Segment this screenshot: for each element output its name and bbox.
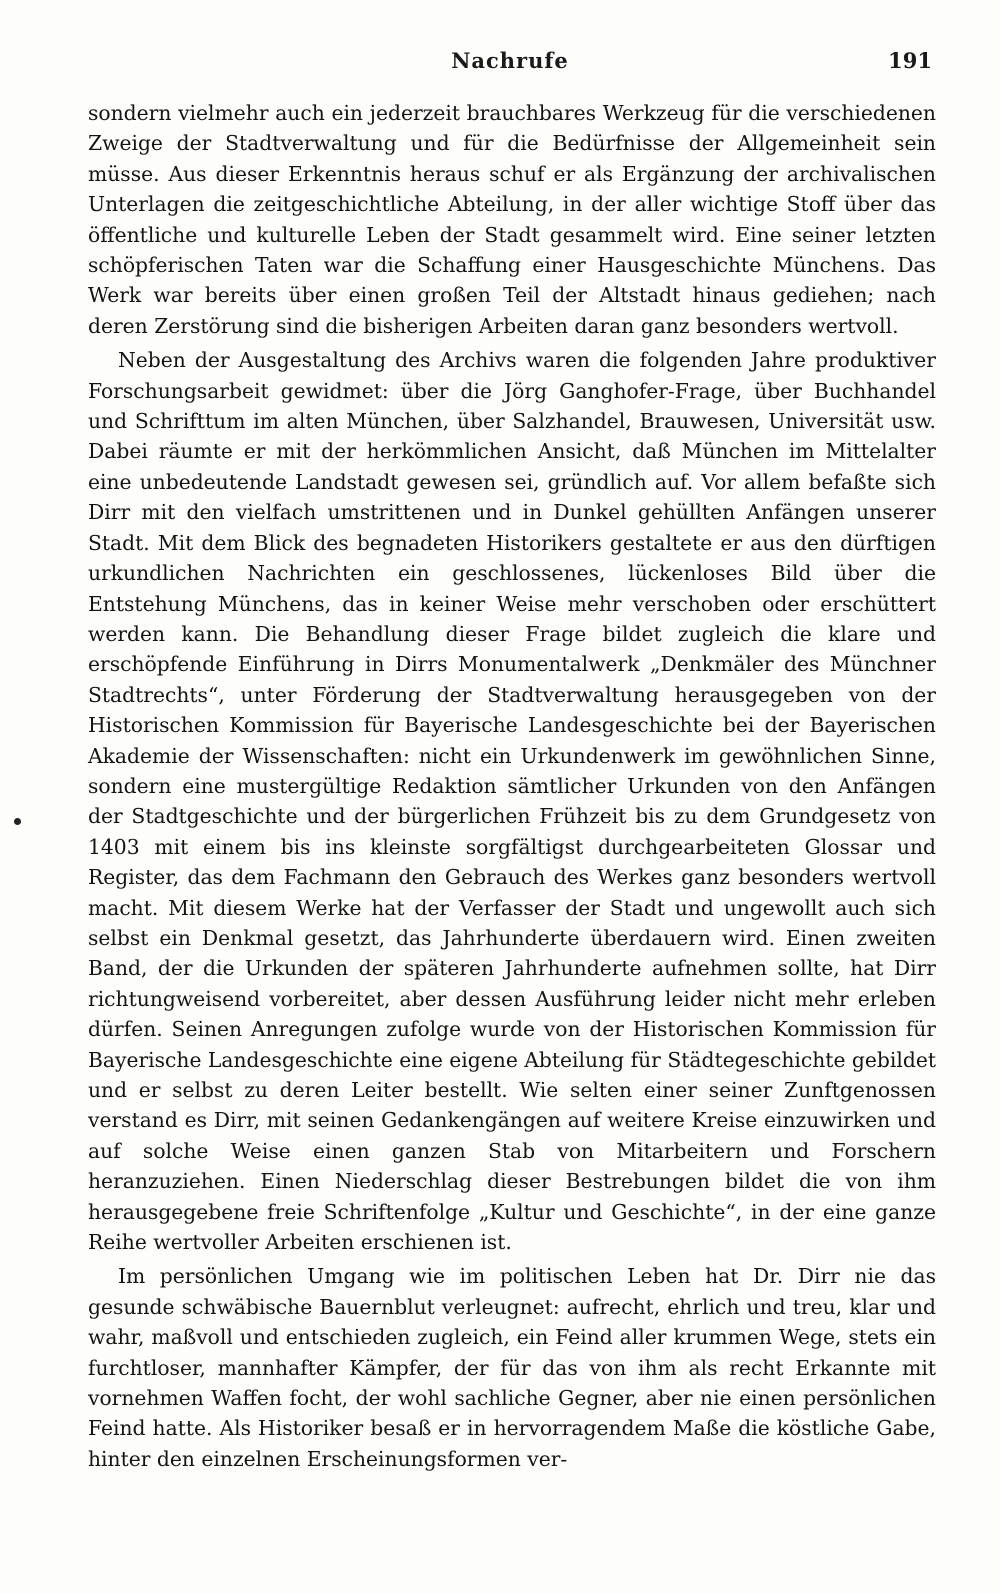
page-number: 191	[888, 48, 932, 73]
paragraph-archive-research: Neben der Ausgestaltung des Archivs waren die folgenden Jahre produktiver Forschungsarbeit gewidmet: über die Jörg Ganghofer-Frage, über Buchhandel und Schrifttum im alten München, über Salzhandel, Brauwesen, Universität usw. Dabei räumte er mit der herkömmlichen Ansicht, daß München im Mittelalter eine unbedeutende Landstadt gewesen sei, gründlich auf. Vor allem befaßte sich Dirr mit den vielfach umstrittenen und in Dunkel gehüllten Anfängen unserer Stadt. Mit dem Blick des begnadeten Historikers gestaltete er aus den dürftigen urkundlichen Nachrichten ein geschlossenes, lückenloses Bild über die Entstehung Münchens, das in keiner Weise mehr verschoben oder erschüttert werden kann. Die Behandlung dieser Frage bildet zugleich die klare und erschöpfende Einführung in Dirrs Monumentalwerk „Denkmäler des Münchner Stadtrechts“, unter Förderung der Stadtverwaltung herausgegeben von der Historischen Kommission für Bayerische Landesgeschichte bei der Bayerischen Akademie der Wissenschaften: nicht ein Urkundenwerk im gewöhnlichen Sinne, sondern eine mustergültige Redaktion sämtlicher Urkunden von den Anfängen der Stadtgeschichte und der bürgerlichen Frühzeit bis zu dem Grundgesetz von 1403 mit einem bis ins kleinste sorgfältigst durchgearbeiteten Glossar und Register, das dem Fachmann den Gebrauch des Werkes ganz besonders wertvoll macht. Mit diesem Werke hat der Verfasser der Stadt und ungewollt auch sich selbst ein Denkmal gesetzt, das Jahrhunderte überdauern wird. Einen zweiten Band, der die Urkunden der späteren Jahrhunderte aufnehmen sollte, hat Dirr richtungweisend vorbereitet, aber dessen Ausführung leider nicht mehr erleben dürfen. Seinen Anregungen zufolge wurde von der Historischen Kommission für Bayerische Landesgeschichte eine eigene Abteilung für Städtegeschichte gebildet und er selbst zu deren Leiter bestellt. Wie selten einer seiner Zunftgenossen verstand es Dirr, mit seinen Gedankengängen auf weitere Kreise einzuwirken und auf solche Weise einen ganzen Stab von Mitarbeitern und Forschern heranzuziehen. Einen Niederschlag dieser Bestrebungen bildet die von ihm herausgegebene freie Schriftenfolge „Kultur und Geschichte“, in der eine ganze Reihe wertvoller Arbeiten erschienen ist.	[88, 348, 936, 1255]
margin-dot-mark	[14, 818, 21, 825]
page-header	[88, 48, 932, 84]
paragraph-continuation: sondern vielmehr auch ein jederzeit brauchbares Werkzeug für die verschiedenen Zweige der Stadtverwaltung und für die Bedürfnisse der Allgemeinheit sein müsse. Aus dieser Erkenntnis heraus schuf er als Ergänzung der archivalischen Unterlagen die zeitgeschichtliche Abteilung, in der aller wichtige Stoff über das öffentliche und kulturelle Leben der Stadt gesammelt wird. Eine seiner letzten schöpferischen Taten war die Schaffung einer Hausgeschichte Münchens. Das Werk war bereits über einen großen Teil der Altstadt hinaus gediehen; nach deren Zerstörung sind die bisherigen Arbeiten daran ganz besonders wertvoll.	[88, 101, 936, 338]
paragraph-personal-character: Im persönlichen Umgang wie im politischen Leben hat Dr. Dirr nie das gesunde schwäbische Bauernblut verleugnet: aufrecht, ehrlich und treu, klar und wahr, maßvoll und entschieden zugleich, ein Feind aller krummen Wege, stets ein furchtloser, mannhafter Kämpfer, der für das von ihm als recht Erkannte mit vornehmen Waffen focht, der wohl sachliche Gegner, aber nie einen persönlichen Feind hatte. Als Historiker besaß er in hervorragendem Maße die köstliche Gabe, hinter den einzelnen Erscheinungsformen ver-	[88, 1264, 936, 1471]
running-head: Nachrufe	[451, 48, 569, 73]
body-text	[88, 98, 936, 1474]
